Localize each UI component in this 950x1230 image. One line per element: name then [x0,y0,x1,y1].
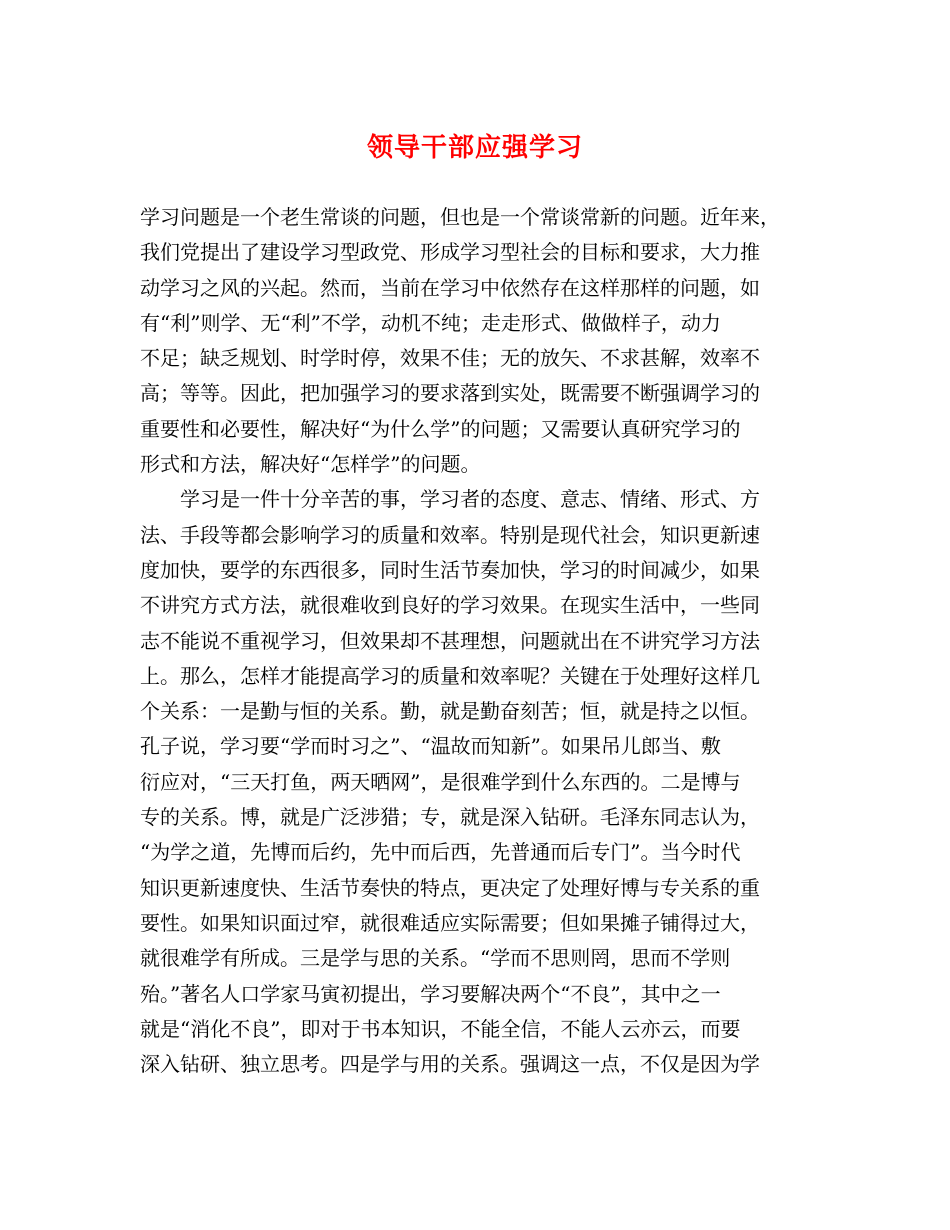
text-line: 就是“消化不良”，即对于书本知识，不能全信，不能人云亦云，而要 [140,1016,741,1041]
text-line: “为学之道，先博而后约，先中而后西，先普通而后专门”。当今时代 [140,840,741,865]
text-line: 有“利”则学、无“利”不学，动机不纯；走走形式、做做样子，动力 [140,310,721,335]
text-line: 法、手段等都会影响学习的质量和效率。特别是现代社会，知识更新速 [140,522,760,547]
text-line: 孔子说，学习要“学而时习之”、“温故而知新”。如果吊儿郎当、敷 [140,734,721,759]
text-line: 志不能说不重视学习，但效果却不甚理想，问题就出在不讲究学习方法 [140,628,760,653]
text-line: 殆。”著名人口学家马寅初提出，学习要解决两个“不良”，其中之一 [140,981,721,1006]
text-line: 知识更新速度快、生活节奏快的特点，更决定了处理好博与专关系的重 [140,875,760,900]
text-line: 上。那么，怎样才能提高学习的质量和效率呢？关键在于处理好这样几 [140,663,760,688]
text-line: 要性。如果知识面过窄，就很难适应实际需要；但如果摊子铺得过大， [140,910,760,935]
document-title: 领导干部应强学习 [366,133,583,163]
text-line: 度加快，要学的东西很多，同时生活节奏加快，学习的时间减少，如果 [140,557,760,582]
text-line: 不足；缺乏规划、时学时停，效果不佳；无的放矢、不求甚解，效率不 [140,346,760,371]
text-line: 深入钻研、独立思考。四是学与用的关系。强调这一点，不仅是因为学 [140,1052,760,1077]
text-line: 专的关系。博，就是广泛涉猎；专，就是深入钻研。毛泽东同志认为， [140,805,760,830]
text-line: 形式和方法，解决好“怎样学”的问题。 [140,452,481,477]
document-body [140,200,820,1082]
text-line: 动学习之风的兴起。然而，当前在学习中依然存在这样那样的问题，如 [140,275,760,300]
text-line: 我们党提出了建设学习型政党、形成学习型社会的目标和要求，大力推 [140,240,760,265]
text-line: 学习问题是一个老生常谈的问题，但也是一个常谈常新的问题。近年来， [140,205,780,229]
text-line: 学习是一件十分辛苦的事，学习者的态度、意志、情绪、形式、方 [140,487,760,512]
text-line: 不讲究方式方法，就很难收到良好的学习效果。在现实生活中，一些同 [140,593,760,618]
text-line: 重要性和必要性，解决好“为什么学”的问题；又需要认真研究学习的 [140,416,741,441]
text-line: 个关系：一是勤与恒的关系。勤，就是勤奋刻苦；恒，就是持之以恒。 [140,699,760,724]
text-line: 衍应对，“三天打鱼，两天晒网”，是很难学到什么东西的。二是博与 [140,769,741,794]
text-line: 高；等等。因此，把加强学习的要求落到实处，既需要不断强调学习的 [140,381,760,406]
text-line: 就很难学有所成。三是学与思的关系。“学而不思则罔，思而不学则 [140,946,731,971]
